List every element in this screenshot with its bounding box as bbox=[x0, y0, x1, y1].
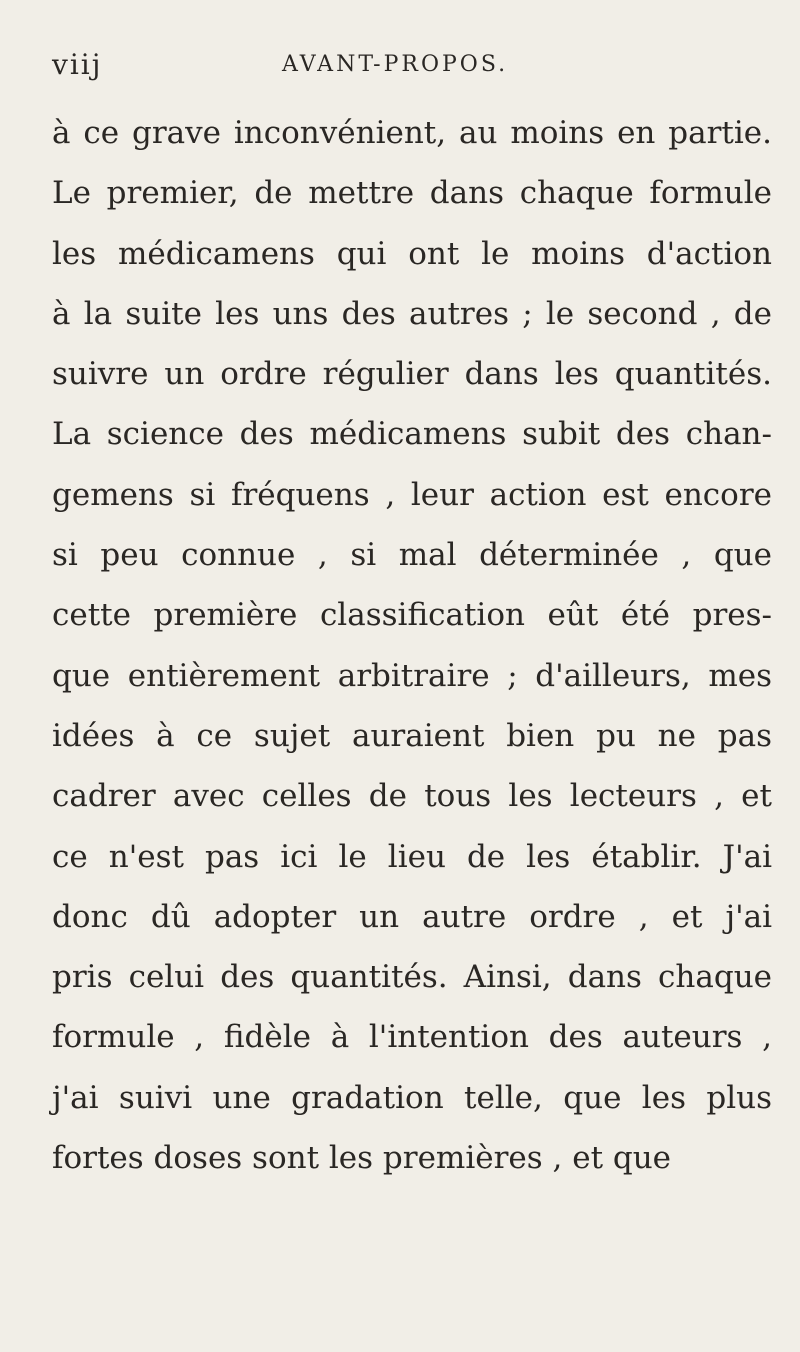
text-line: à ce grave inconvénient, au moins en partie. bbox=[52, 115, 772, 151]
text-line: formule , fidèle à l'intention des auteurs , bbox=[52, 1019, 772, 1056]
text-line: à la suite les uns des autres ; le second , de bbox=[52, 295, 772, 332]
running-head bbox=[52, 48, 732, 88]
text-line: donc dû adopter un autre ordre , et j'ai bbox=[52, 898, 772, 935]
text-line: j'ai suivi une gradation telle, que les plus bbox=[52, 1079, 772, 1116]
body-text bbox=[52, 108, 772, 1193]
text-line: si peu connue , si mal déterminée , que bbox=[52, 537, 772, 574]
text-line: Le premier, de mettre dans chaque formule bbox=[52, 175, 772, 212]
text-line: cadrer avec celles de tous les lecteurs , et bbox=[52, 778, 772, 815]
text-line: suivre un ordre régulier dans les quantités. bbox=[52, 356, 772, 393]
text-line: La science des médicamens subit des chan- bbox=[52, 416, 772, 453]
text-line: fortes doses sont les premières , et que bbox=[52, 1140, 672, 1177]
page-number: viij bbox=[52, 48, 103, 81]
text-line: ce n'est pas ici le lieu de les établir. J'ai bbox=[52, 838, 772, 875]
text-line: les médicamens qui ont le moins d'action bbox=[52, 235, 772, 272]
text-line: gemens si fréquens , leur action est encore bbox=[52, 476, 772, 513]
text-line: cette première classification eût été pres- bbox=[52, 597, 772, 634]
text-line: pris celui des quantités. Ainsi, dans chaque bbox=[52, 959, 772, 996]
running-title: AVANT-PROPOS. bbox=[282, 52, 509, 77]
text-line: que entièrement arbitraire ; d'ailleurs, mes bbox=[52, 657, 772, 694]
text-line: idées à ce sujet auraient bien pu ne pas bbox=[52, 717, 772, 754]
